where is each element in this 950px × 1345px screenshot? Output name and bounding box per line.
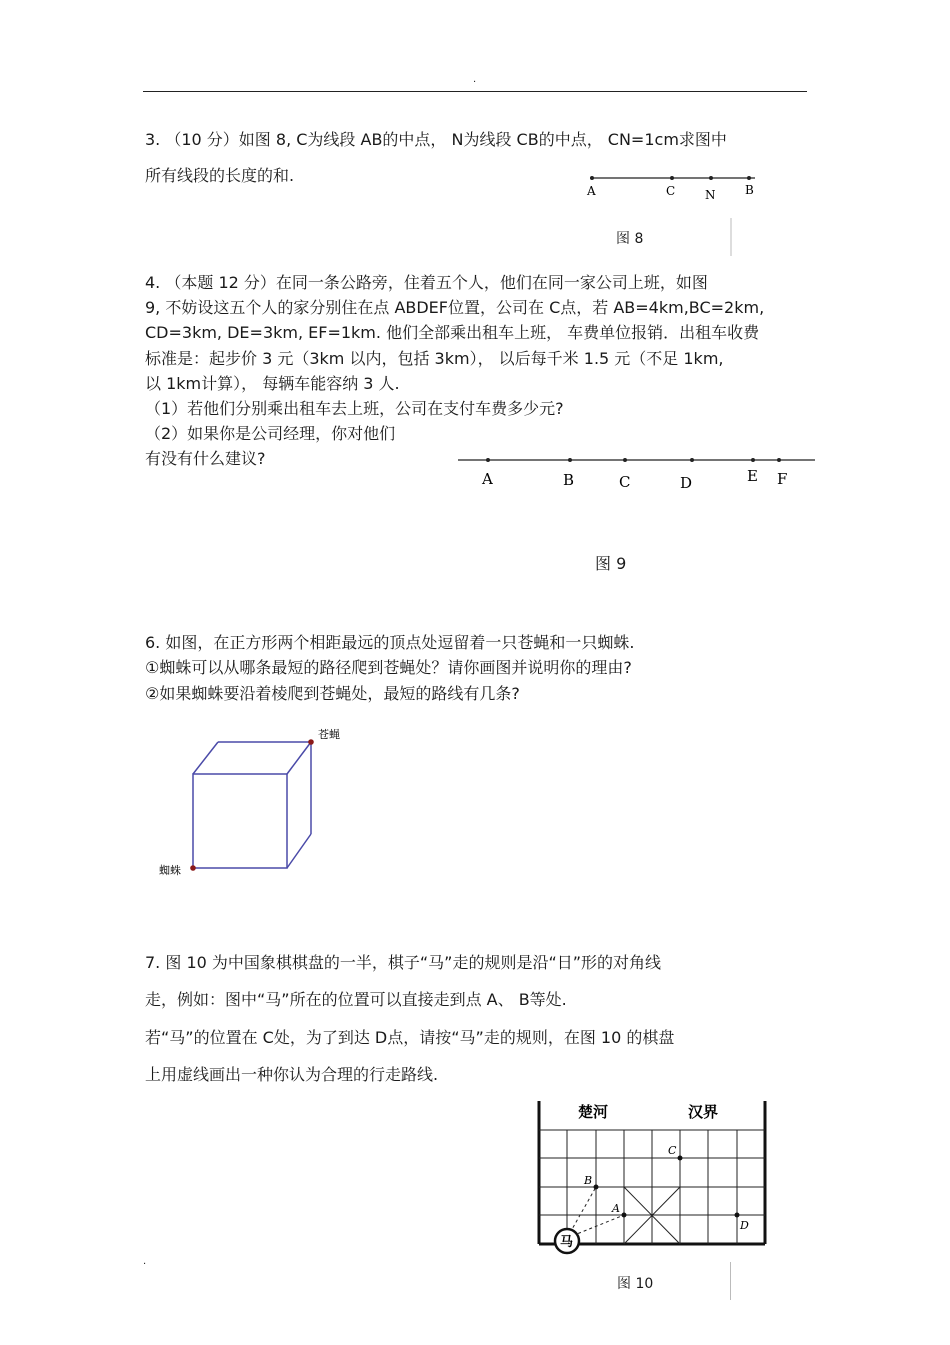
figure-8-point-a [590, 176, 594, 180]
figure-9-caption: 图 9 [595, 554, 627, 573]
q3-line-2: 所有线段的长度的和. [145, 166, 295, 185]
q6-line-3: ②如果蜘蛛要沿着棱爬到苍蝇处，最短的路线有几条? [145, 684, 520, 703]
cube-front-face [193, 774, 287, 868]
figure-10-edge [730, 1262, 731, 1300]
figure-9-point-b [568, 458, 572, 462]
chess-board-figure [530, 1095, 775, 1255]
cube-figure [150, 722, 360, 882]
figure-8-label-a: A [587, 184, 596, 198]
figure-9-point-a [486, 458, 490, 462]
board-point-b [594, 1185, 599, 1190]
figure-8 [580, 168, 770, 258]
q7-line-2: 走，例如：图中“马”所在的位置可以直接走到点 A、 B等处. [145, 990, 567, 1009]
figure-8-point-c [670, 176, 674, 180]
figure-9-point-d [690, 458, 694, 462]
q4-line-6: （1）若他们分别乘出租车去上班，公司在支付车费多少元? [145, 399, 564, 418]
figure-9-label-a: A [482, 470, 493, 488]
figure-8-label-b: B [745, 183, 754, 197]
q4-line-3: CD=3km, DE=3km, EF=1km. 他们全部乘出租车上班， 车费单位报销．出租车收费 [145, 323, 760, 342]
figure-9-label-d: D [680, 474, 693, 492]
cube-edge-top-right [287, 742, 311, 774]
figure-10-caption: 图 10 [617, 1276, 654, 1292]
q7-line-1: 7. 图 10 为中国象棋棋盘的一半，棋子“马”走的规则是沿“日”形的对角线 [145, 953, 662, 972]
figure-9-label-c: C [619, 473, 631, 491]
q4-line-1: 4. （本题 12 分）在同一条公路旁，住着五个人，他们在同一家公司上班，如图 [145, 273, 708, 292]
figure-9-label-e: E [747, 467, 758, 485]
q7-line-4: 上用虚线画出一种你认为合理的行走路线. [145, 1065, 439, 1084]
q6-line-2: ①蜘蛛可以从哪条最短的路径爬到苍蝇处？请你画图并说明你的理由? [145, 658, 632, 677]
figure-9-point-c [623, 458, 627, 462]
figure-9 [455, 450, 820, 495]
cube-edge-bottom-right [287, 834, 311, 868]
q7-line-3: 若“马”的位置在 C处，为了到达 D点，请按“马”走的规则，在图 10 的棋盘 [145, 1028, 675, 1047]
fly-label: 苍蝇 [318, 728, 340, 741]
q3-line-1: 3. （10 分）如图 8, C为线段 AB的中点， N为线段 CB的中点， CN=1cm求图中 [145, 130, 727, 149]
header-rule [143, 91, 807, 92]
board-label-c: C [668, 1144, 677, 1157]
horse-piece-label: 马 [560, 1235, 574, 1250]
figure-8-label-n: N [705, 188, 716, 202]
spider-point [190, 865, 196, 871]
q4-line-7: （2）如果你是公司经理，你对他们 [145, 424, 396, 443]
figure-9-point-f [777, 458, 781, 462]
board-label-d: D [740, 1219, 749, 1232]
board-label-b: B [584, 1174, 593, 1187]
spider-label: 蜘蛛 [159, 864, 181, 877]
header-dot: . [473, 74, 477, 85]
q4-line-2: 9, 不妨设这五个人的家分别住在点 ABDEF位置，公司在 C点，若 AB=4km,BC=2km, [145, 298, 765, 317]
board-river-left: 楚河 [578, 1103, 609, 1121]
figure-8-point-b [747, 176, 751, 180]
cube-edge-top-left [193, 742, 218, 774]
board-point-c [678, 1156, 683, 1161]
board-point-d [735, 1213, 740, 1218]
board-point-a [622, 1213, 627, 1218]
q4-line-4: 标准是：起步价 3 元（3km 以内，包括 3km）， 以后每千米 1.5 元（不足 1km, [145, 349, 724, 368]
figure-8-point-n [709, 176, 713, 180]
fly-point [308, 739, 314, 745]
board-label-a: A [612, 1202, 620, 1215]
board-river-right: 汉界 [688, 1103, 719, 1121]
figure-9-label-f: F [777, 470, 788, 488]
q4-line-8: 有没有什么建议? [145, 449, 266, 468]
figure-9-point-e [751, 458, 755, 462]
figure-8-caption: 图 8 [616, 231, 644, 247]
figure-8-label-c: C [666, 184, 676, 198]
q6-line-1: 6. 如图，在正方形两个相距最远的顶点处逗留着一只苍蝇和一只蜘蛛. [145, 633, 635, 652]
figure-9-label-b: B [563, 471, 575, 489]
q4-line-5: 以 1km计算）， 每辆车能容纳 3 人. [145, 374, 400, 393]
footer-dot: . [143, 1256, 147, 1267]
